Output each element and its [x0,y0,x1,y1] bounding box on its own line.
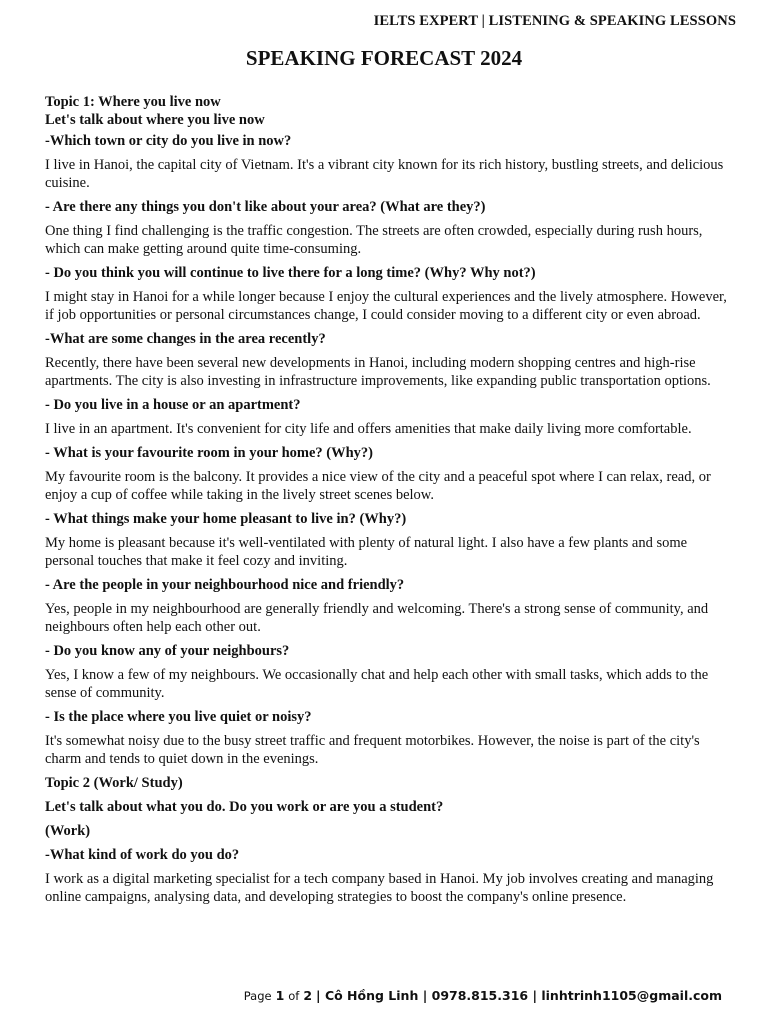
topic2-sub: (Work) [45,823,91,839]
topic2-intro: Let's talk about what you do. Do you work or are you a student? [45,799,444,815]
answer: One thing I find challenging is the traffic congestion. The streets are often crowded, especially during rush hours, which can make getting around quite time-consuming. [45,223,703,257]
footer-page-number: 1 [275,988,285,1003]
question: - Do you know any of your neighbours? [45,643,290,659]
answer: I live in Hanoi, the capital city of Vietnam. It's a vibrant city known for its rich history, bustling streets, and delicious cuisine. [45,157,724,191]
question: - What things make your home pleasant to live in? (Why?) [45,511,407,527]
answer: My favourite room is the balcony. It provides a nice view of the city and a peaceful spot where I can relax, read, or enjoy a cup of coffee while taking in the lively street scenes below. [45,469,711,503]
question: - Do you live in a house or an apartment? [45,397,301,413]
question: - Are the people in your neighbourhood nice and friendly? [45,577,405,593]
answer: Yes, people in my neighbourhood are generally friendly and welcoming. There's a strong sense of community, and neighbours often help each other out. [45,601,709,635]
question: - Do you think you will continue to live there for a long time? (Why? Why not?) [45,265,536,281]
footer-page-total: 2 [303,988,313,1003]
question: - What is your favourite room in your home? (Why?) [45,445,373,461]
question: -Which town or city do you live in now? [45,133,292,149]
document-body [45,93,730,912]
document-header: IELTS EXPERT | LISTENING & SPEAKING LESSONS [373,13,736,29]
answer: Recently, there have been several new developments in Hanoi, including modern shopping centres and high-rise apartments. The city is also investing in infrastructure improvements, like expanding public transportation options. [45,355,711,389]
footer-credit: | Cô Hồng Linh | 0978.815.316 | linhtrinh1105@gmail.com [316,988,722,1003]
answer: I might stay in Hanoi for a while longer because I enjoy the cultural experiences and the lively atmosphere. However, if job opportunities or personal circumstances change, I could consider moving to a different city or even abroad. [45,289,727,323]
footer-of-word: of [288,989,300,1003]
topic1-heading: Topic 1: Where you live now [45,94,221,110]
answer: I work as a digital marketing specialist for a tech company based in Hanoi. My job involves creating and managing online campaigns, analysing data, and developing strategies to boost the company's online presence. [45,871,714,905]
answer: Yes, I know a few of my neighbours. We occasionally chat and help each other with small tasks, which adds to the sense of community. [45,667,709,701]
answer: It's somewhat noisy due to the busy street traffic and frequent motorbikes. However, the noise is part of the city's charm and tends to quiet down in the evenings. [45,733,700,767]
question: - Is the place where you live quiet or noisy? [45,709,312,725]
page-title: SPEAKING FORECAST 2024 [245,46,523,70]
question: -What kind of work do you do? [45,847,240,863]
question: - Are there any things you don't like about your area? (What are they?) [45,199,486,215]
page-footer [244,988,722,1003]
footer-page-word: Page [243,989,272,1003]
answer: I live in an apartment. It's convenient for city life and offers amenities that make daily living more comfortable. [45,421,692,437]
answer: My home is pleasant because it's well-ventilated with plenty of natural light. I also have a few plants and some personal touches that make it feel cozy and inviting. [45,535,688,569]
topic1-intro: Let's talk about where you live now [45,112,265,128]
question: -What are some changes in the area recently? [45,331,326,347]
topic2-heading: Topic 2 (Work/ Study) [45,775,183,791]
